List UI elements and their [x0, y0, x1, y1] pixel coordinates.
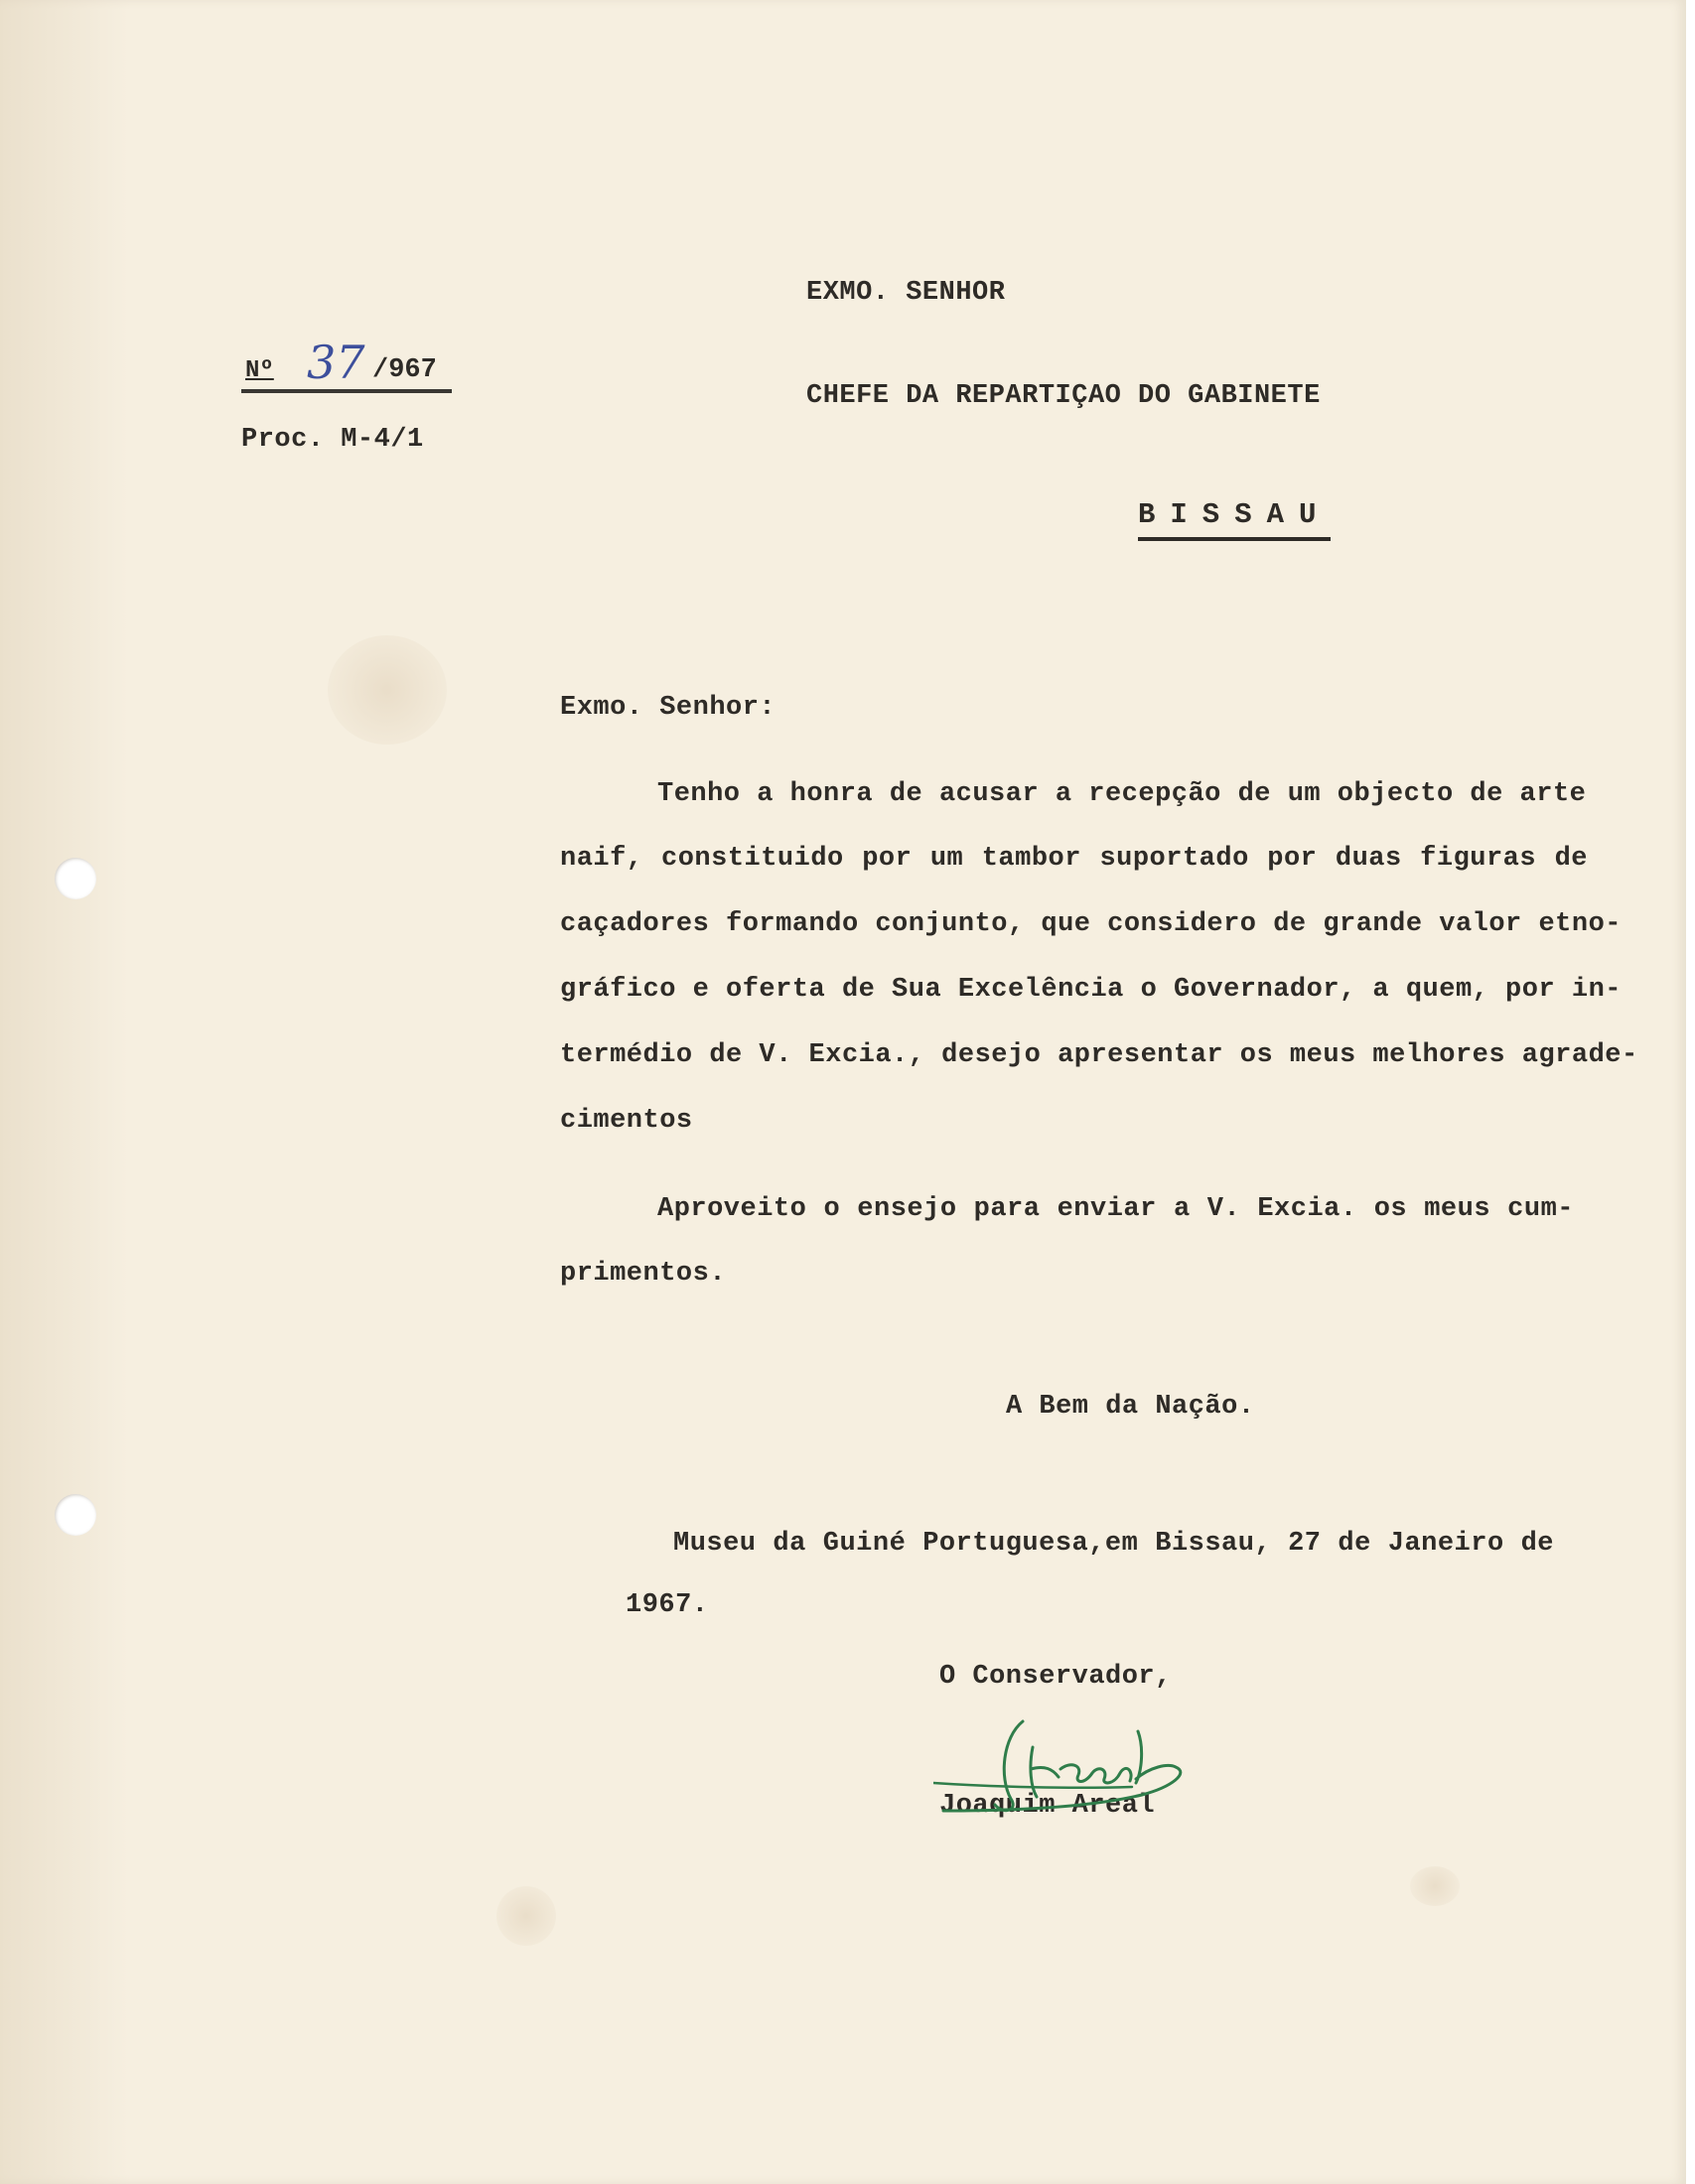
punch-hole-top: [55, 858, 96, 899]
paragraph1-line: termédio de V. Excia., desejo apresentar os meus melhores agrade-: [560, 1040, 1638, 1070]
paragraph1-line: gráfico e oferta de Sua Excelência o Governador, a quem, por in-: [560, 975, 1622, 1005]
number-label: Nº: [245, 357, 274, 384]
process-reference: Proc. M-4/1: [241, 425, 424, 455]
closing-motto: A Bem da Nação.: [1006, 1392, 1255, 1422]
paragraph1-line: caçadores formando conjunto, que considero de grande valor etno-: [560, 909, 1622, 939]
addressee-title: EXMO. SENHOR: [806, 278, 1006, 308]
salutation: Exmo. Senhor:: [560, 693, 777, 723]
addressee-city: BISSAU: [1138, 498, 1331, 541]
signer-name: Joaquim Areal: [939, 1791, 1156, 1821]
paragraph1-line: Tenho a honra de acusar a recepção de um objecto de arte: [657, 779, 1587, 809]
closing-title: O Conservador,: [939, 1662, 1172, 1692]
punch-hole-bottom: [55, 1494, 96, 1536]
paragraph2-line: primentos.: [560, 1259, 727, 1289]
place-date-line: Museu da Guiné Portuguesa,em Bissau, 27 de Janeiro de: [673, 1529, 1554, 1559]
paper-stain: [1410, 1866, 1460, 1906]
handwritten-number: 37: [307, 336, 365, 389]
paper-stain: [328, 635, 447, 745]
reference-year: /967: [372, 355, 437, 385]
scan-margin: [1686, 0, 1695, 2184]
paper-stain: [496, 1886, 556, 1946]
paragraph1-line: cimentos: [560, 1106, 693, 1136]
addressee-office: CHEFE DA REPARTIÇAO DO GABINETE: [806, 381, 1321, 411]
place-date-line: 1967.: [626, 1590, 709, 1620]
paragraph1-line: naif, constituido por um tambor suportado por duas figuras de: [560, 844, 1588, 874]
reference-number: [241, 338, 452, 393]
signature: [933, 1707, 1221, 1827]
paragraph2-line: Aproveito o ensejo para enviar a V. Excia. os meus cum-: [657, 1194, 1574, 1224]
page-edge-shadow: [0, 0, 129, 2184]
